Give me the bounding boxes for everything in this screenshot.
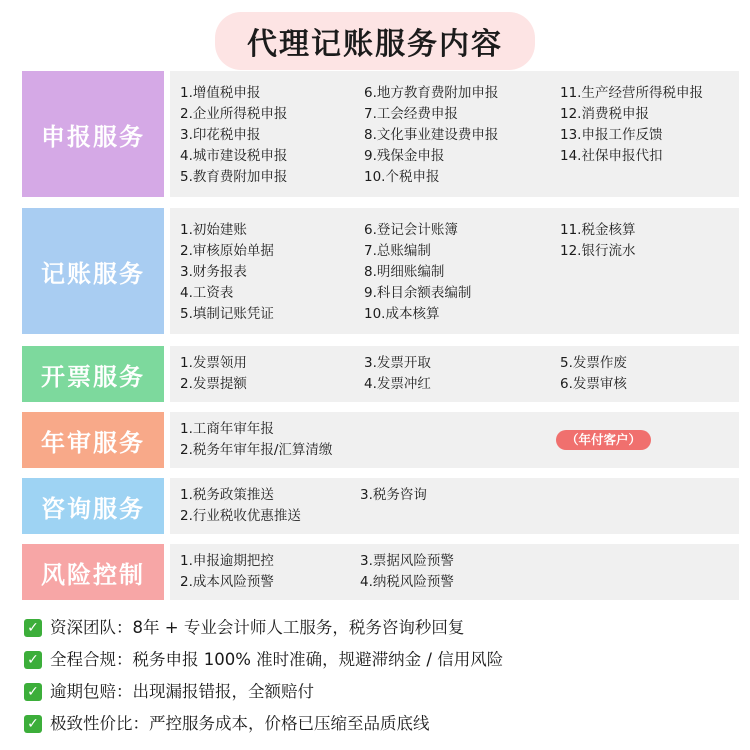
list-item: 6.登记会计账簿 [364, 222, 458, 238]
list-item: 2.企业所得税申报 [180, 106, 288, 122]
list-item: 2.行业税收优惠推送 [180, 508, 301, 524]
list-item: 4.纳税风险预警 [360, 574, 454, 590]
list-item: 1.申报逾期把控 [180, 553, 274, 569]
list-item: 4.发票冲红 [364, 376, 431, 392]
list-item: 7.工会经费申报 [364, 106, 458, 122]
feature-text: 资深团队：8年 + 专业会计师人工服务，税务咨询秒回复 [50, 618, 465, 637]
title-wrap [0, 12, 750, 70]
section-label-bookkeeping: 记账服务 [22, 208, 164, 334]
list-item: 12.消费税申报 [560, 106, 649, 122]
section-annual [22, 412, 739, 468]
checkmark-icon: ✓ [24, 619, 42, 637]
feature-item [24, 612, 503, 644]
feature-text: 全程合规：税务申报 100% 准时准确，规避滞纳金 / 信用风险 [50, 650, 504, 669]
list-item: 3.财务报表 [180, 264, 247, 280]
list-item: 4.工资表 [180, 285, 234, 301]
list-item: 1.发票领用 [180, 355, 247, 371]
list-item: 11.税金核算 [560, 222, 636, 238]
list-item: 6.发票审核 [560, 376, 627, 392]
list-item: 14.社保申报代扣 [560, 148, 663, 164]
list-item: 1.工商年审年报 [180, 421, 274, 437]
list-item: 3.票据风险预警 [360, 553, 454, 569]
feature-item [24, 644, 503, 676]
consult-col-1 [180, 485, 301, 527]
section-label-declare: 申报服务 [22, 71, 164, 197]
feature-item [24, 708, 503, 740]
bookkeeping-col-3 [560, 220, 635, 262]
list-item: 5.填制记账凭证 [180, 306, 274, 322]
feature-text: 逾期包赔：出现漏报错报，全额赔付 [50, 682, 314, 701]
list-item: 2.成本风险预警 [180, 574, 274, 590]
list-item: 2.税务年审年报/汇算清缴 [180, 442, 333, 458]
section-body-risk [170, 544, 739, 600]
annual-col-1 [180, 419, 332, 461]
section-body-invoice [170, 346, 739, 402]
list-item: 2.审核原始单据 [180, 243, 274, 259]
list-item: 2.发票提额 [180, 376, 247, 392]
checkmark-icon: ✓ [24, 651, 42, 669]
declare-col-3 [560, 83, 703, 167]
invoice-col-3 [560, 353, 627, 395]
risk-col-1 [180, 551, 274, 593]
list-item: 5.教育费附加申报 [180, 169, 288, 185]
invoice-col-1 [180, 353, 247, 395]
list-item: 1.初始建账 [180, 222, 247, 238]
bookkeeping-col-2 [364, 220, 471, 325]
list-item: 3.发票开取 [364, 355, 431, 371]
invoice-col-2 [364, 353, 431, 395]
list-item: 5.发票作废 [560, 355, 627, 371]
section-label-consult: 咨询服务 [22, 478, 164, 534]
section-declare [22, 71, 739, 197]
section-bookkeeping [22, 208, 739, 334]
section-consult [22, 478, 739, 534]
list-item: 8.明细账编制 [364, 264, 445, 280]
section-invoice [22, 346, 739, 402]
feature-text: 极致性价比：严控服务成本，价格已压缩至品质底线 [50, 714, 430, 733]
list-item: 13.申报工作反馈 [560, 127, 663, 143]
declare-col-2 [364, 83, 498, 188]
section-body-bookkeeping [170, 208, 739, 334]
list-item: 10.个税申报 [364, 169, 440, 185]
annual-payment-badge: （年付客户） [556, 430, 651, 450]
list-item: 10.成本核算 [364, 306, 440, 322]
consult-col-2 [360, 485, 427, 506]
section-label-risk: 风险控制 [22, 544, 164, 600]
list-item: 6.地方教育费附加申报 [364, 85, 499, 101]
section-body-consult [170, 478, 739, 534]
list-item: 8.文化事业建设费申报 [364, 127, 499, 143]
declare-col-1 [180, 83, 287, 188]
section-body-annual [170, 412, 739, 468]
list-item: 9.残保金申报 [364, 148, 445, 164]
list-item: 1.增值税申报 [180, 85, 261, 101]
list-item: 11.生产经营所得税申报 [560, 85, 703, 101]
bookkeeping-col-1 [180, 220, 274, 325]
list-item: 3.印花税申报 [180, 127, 261, 143]
risk-col-2 [360, 551, 454, 593]
feature-list [24, 612, 503, 740]
list-item: 3.税务咨询 [360, 487, 427, 503]
page-title: 代理记账服务内容 [215, 12, 535, 70]
section-risk [22, 544, 739, 600]
section-label-invoice: 开票服务 [22, 346, 164, 402]
list-item: 9.科目余额表编制 [364, 285, 472, 301]
list-item: 12.银行流水 [560, 243, 636, 259]
section-label-annual: 年审服务 [22, 412, 164, 468]
list-item: 7.总账编制 [364, 243, 431, 259]
list-item: 1.税务政策推送 [180, 487, 274, 503]
list-item: 4.城市建设税申报 [180, 148, 288, 164]
checkmark-icon: ✓ [24, 683, 42, 701]
feature-item [24, 676, 503, 708]
section-body-declare [170, 71, 739, 197]
checkmark-icon: ✓ [24, 715, 42, 733]
